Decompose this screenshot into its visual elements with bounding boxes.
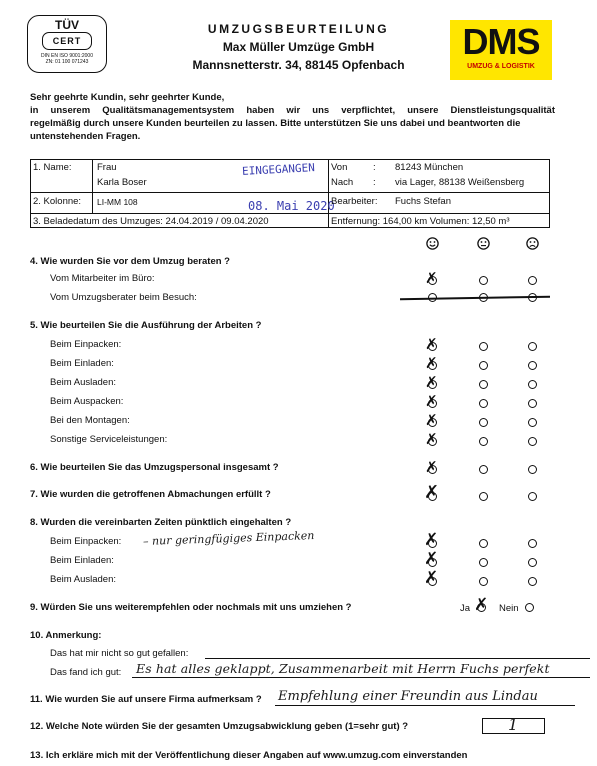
q8-sub-ausladen: Beim Ausladen:	[50, 574, 117, 585]
q6-rating-bad[interactable]	[528, 465, 537, 474]
tuv-line1: DIN EN ISO 9001:2000	[41, 53, 93, 59]
q8-einladen-rating-neutral[interactable]	[479, 558, 488, 567]
q4-besuch-rating-bad[interactable]	[528, 293, 537, 302]
q5-einladen-check-mark: ✗	[425, 354, 438, 372]
q8-sub-einpacken: Beim Einpacken:	[50, 536, 122, 547]
q5-auspacken-rating-bad[interactable]	[528, 399, 537, 408]
q5-einladen-rating-neutral[interactable]	[479, 361, 488, 370]
q10-not-good-line	[205, 658, 590, 659]
q5-sonstige-rating-neutral[interactable]	[479, 437, 488, 446]
kolonne-value: LI-MM 108	[97, 197, 138, 207]
q5-einpacken-check-mark: ✗	[425, 335, 438, 353]
bearbeiter-value: Fuchs Stefan	[395, 196, 451, 207]
info-divider-h2	[30, 213, 550, 214]
q4-buero-check-mark: ✗	[425, 269, 438, 287]
q8-handwritten-note: – nur geringfügiges Einpacken	[142, 529, 315, 548]
q5-sub-montagen: Bei den Montagen:	[50, 415, 130, 426]
q10-handwritten-answer: Es hat alles geklappt, Zusammenarbeit mit Herrn Fuchs perfekt	[136, 661, 550, 676]
q5-einpacken-rating-neutral[interactable]	[479, 342, 488, 351]
dms-logo-subtext: UMZUG & LOGISTIK	[467, 63, 535, 70]
q12-handwritten-grade: 1	[508, 715, 519, 734]
tuv-octagon: CERT	[42, 32, 92, 50]
q5-sonstige-check-mark: ✗	[425, 430, 438, 448]
q10-good-label: Das fand ich gut:	[50, 667, 122, 678]
q8-sub-einladen: Beim Einladen:	[50, 555, 114, 566]
happy-face-icon	[426, 237, 439, 250]
q6-rating-neutral[interactable]	[479, 465, 488, 474]
info-divider-vertical	[328, 159, 329, 228]
intro-line2: regelmäßig durch unsere Kunden beurteilen zu lassen. Bitte unterstützen Sie uns dabei und beantworten die	[30, 118, 521, 129]
name-salutation: Frau	[97, 162, 117, 173]
q5-sub-sonstige: Sonstige Serviceleistungen:	[50, 434, 168, 445]
q8-ausladen-rating-neutral[interactable]	[479, 577, 488, 586]
document-title: UMZUGSBEURTEILUNG	[207, 22, 390, 36]
dms-logo	[450, 20, 552, 80]
question-4: 4. Wie wurden Sie vor dem Umzug beraten ?	[30, 256, 230, 267]
q5-sonstige-rating-bad[interactable]	[528, 437, 537, 446]
q8-einladen-check-mark: ✗	[424, 549, 439, 569]
q5-montagen-rating-bad[interactable]	[528, 418, 537, 427]
question-8: 8. Wurden die vereinbarten Zeiten pünktlich eingehalten ?	[30, 517, 292, 528]
nach-value: via Lager, 88138 Weißensberg	[395, 177, 525, 188]
question-7: 7. Wie wurden die getroffenen Abmachungen erfüllt ?	[30, 489, 271, 500]
q9-ja-check-mark: ✗	[474, 595, 489, 615]
q5-ausladen-rating-bad[interactable]	[528, 380, 537, 389]
tuv-line2: ZN: 01 100 071243	[45, 59, 89, 65]
q4-besuch-rating-good[interactable]	[428, 293, 437, 302]
q8-einpacken-rating-bad[interactable]	[528, 539, 537, 548]
question-9: 9. Würden Sie uns weiterempfehlen oder nochmals mit uns umziehen ?	[30, 602, 352, 613]
q9-ja-label: Ja	[460, 603, 471, 614]
q10-good-line	[132, 677, 590, 678]
question-11: 11. Wie wurden Sie auf unsere Firma aufmerksam ?	[30, 694, 262, 705]
q11-handwritten-answer: Empfehlung einer Freundin aus Lindau	[278, 689, 538, 704]
q4-sub-besuch: Vom Umzugsberater beim Besuch:	[50, 292, 197, 303]
von-colon: :	[373, 162, 376, 173]
q8-einpacken-check-mark: ✗	[424, 530, 439, 550]
question-12: 12. Welche Note würden Sie der gesamten Umzugsabwicklung geben (1=sehr gut) ?	[30, 721, 409, 732]
q5-sub-auspacken: Beim Auspacken:	[50, 396, 124, 407]
entfernung-volumen: Entfernung: 164,00 km Volumen: 12,50 m³	[331, 216, 510, 227]
intro-line1: in unserem Qualitätsmanagementsystem haben wir uns verpflichtet, unsere Dienstleistungsqualität	[30, 105, 555, 116]
q5-sub-ausladen: Beim Ausladen:	[50, 377, 117, 388]
q5-montagen-rating-neutral[interactable]	[479, 418, 488, 427]
q8-einladen-rating-bad[interactable]	[528, 558, 537, 567]
question-6: 6. Wie beurteilen Sie das Umzugspersonal insgesamt ?	[30, 462, 279, 473]
q5-einladen-rating-bad[interactable]	[528, 361, 537, 370]
q7-rating-bad[interactable]	[528, 492, 537, 501]
name-label: 1. Name:	[33, 162, 72, 173]
bearbeiter-label: Bearbeiter:	[331, 196, 378, 207]
q9-nein-radio[interactable]	[525, 603, 534, 612]
info-divider-left1	[92, 159, 93, 213]
q5-sub-einpacken: Beim Einpacken:	[50, 339, 122, 350]
kolonne-label: 2. Kolonne:	[33, 196, 82, 207]
question-5: 5. Wie beurteilen Sie die Ausführung der Arbeiten ?	[30, 320, 262, 331]
neutral-face-icon	[477, 237, 490, 250]
q4-sub-buero: Vom Mitarbeiter im Büro:	[50, 273, 155, 284]
q9-nein-label: Nein	[499, 603, 519, 614]
intro-line3: untenstehenden Fragen.	[30, 131, 141, 142]
info-divider-h1	[30, 192, 550, 193]
q5-sub-einladen: Beim Einladen:	[50, 358, 114, 369]
company-name: Max Müller Umzüge GmbH	[222, 40, 375, 54]
q5-ausladen-rating-neutral[interactable]	[479, 380, 488, 389]
q5-einpacken-rating-bad[interactable]	[528, 342, 537, 351]
q7-rating-neutral[interactable]	[479, 492, 488, 501]
q6-check-mark: ✗	[425, 458, 438, 476]
question-10: 10. Anmerkung:	[30, 630, 102, 641]
q7-check-mark: ✗	[424, 482, 440, 503]
intro-greeting: Sehr geehrte Kundin, sehr geehrter Kunde,	[30, 92, 225, 103]
q8-einpacken-rating-neutral[interactable]	[479, 539, 488, 548]
tuv-label: TÜV	[55, 18, 79, 32]
name-value: Karla Boser	[97, 177, 147, 188]
q5-montagen-check-mark: ✗	[425, 411, 438, 429]
dms-logo-text: DMS	[462, 21, 540, 62]
received-stamp: EINGEGANGEN	[241, 161, 316, 178]
received-stamp-date: 08. Mai 2020	[248, 199, 335, 213]
question-13: 13. Ich erkläre mich mit der Veröffentlichung dieser Angaben auf www.umzug.com einverstanden	[30, 750, 468, 761]
nach-colon: :	[373, 177, 376, 188]
von-value: 81243 München	[395, 162, 464, 173]
von-label: Von	[331, 162, 348, 173]
q4-buero-rating-bad[interactable]	[528, 276, 537, 285]
q10-not-good-label: Das hat mir nicht so gut gefallen:	[50, 648, 189, 659]
q5-ausladen-check-mark: ✗	[425, 373, 438, 391]
q4-besuch-rating-neutral[interactable]	[479, 293, 488, 302]
company-address: Mannsnetterstr. 34, 88145 Opfenbach	[192, 58, 405, 72]
sad-face-icon	[526, 237, 539, 250]
nach-label: Nach	[331, 177, 354, 188]
q8-ausladen-rating-bad[interactable]	[528, 577, 537, 586]
q4-buero-rating-neutral[interactable]	[479, 276, 488, 285]
q8-ausladen-check-mark: ✗	[424, 568, 439, 588]
q5-auspacken-rating-neutral[interactable]	[479, 399, 488, 408]
q11-answer-line	[275, 705, 575, 706]
q5-auspacken-check-mark: ✗	[425, 392, 438, 410]
beladedatum: 3. Beladedatum des Umzuges: 24.04.2019 / 09.04.2020	[33, 216, 269, 227]
